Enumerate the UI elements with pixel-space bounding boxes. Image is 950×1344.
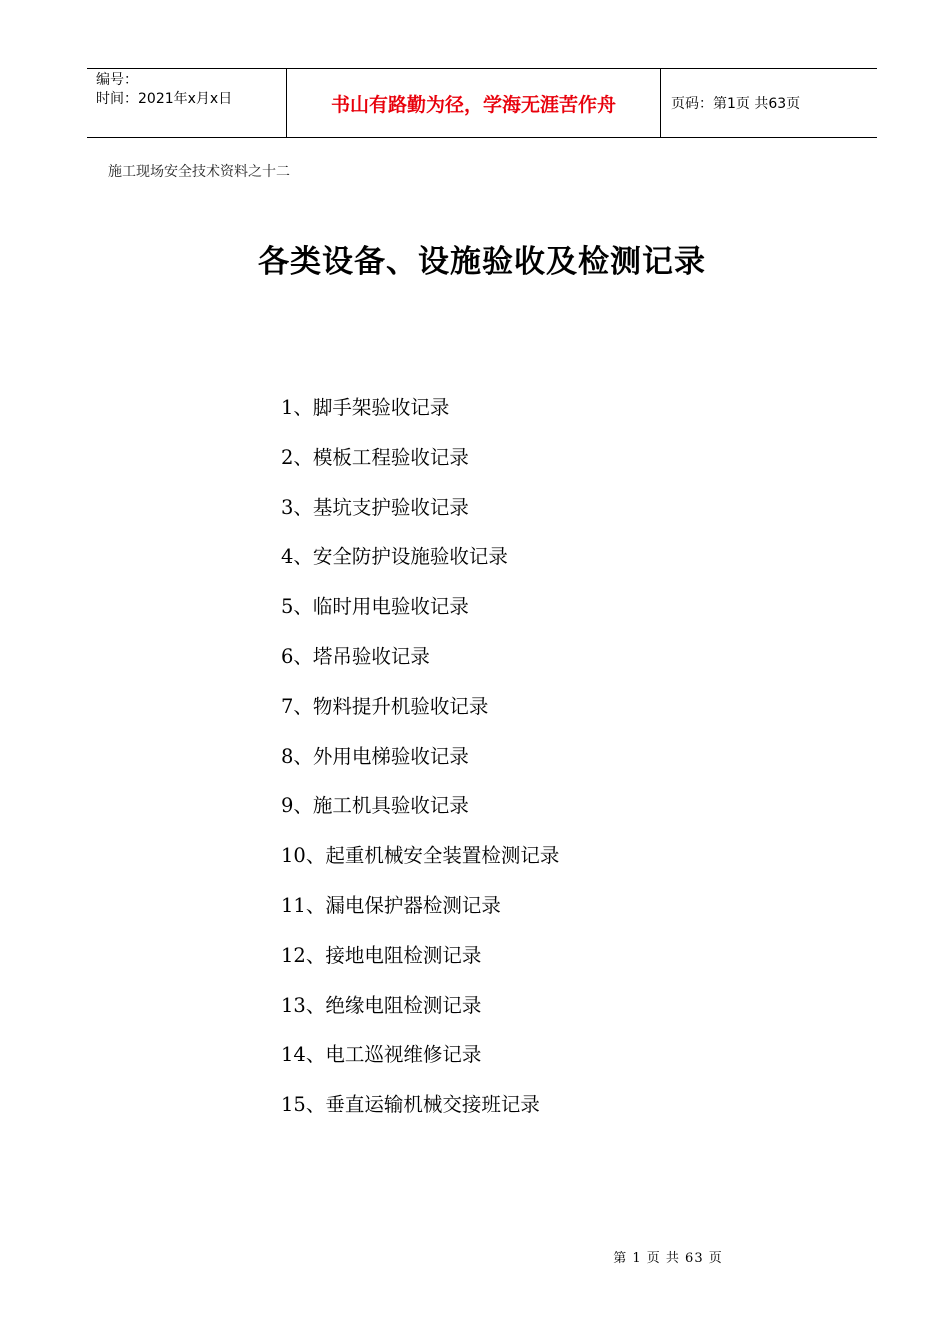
page-title: 各类设备、设施验收及检测记录 (258, 244, 706, 280)
toc-item: 14、电工巡视维修记录 (281, 1043, 482, 1067)
number-label: 编号： (96, 72, 138, 88)
toc-item: 2、模板工程验收记录 (281, 445, 469, 469)
time-label: 时间：2021年x月x日 (96, 91, 233, 107)
table-of-contents (281, 392, 559, 1139)
document-header (87, 68, 877, 138)
header-meta (87, 69, 287, 137)
toc-item: 9、施工机具验收记录 (281, 794, 469, 818)
toc-item: 5、临时用电验收记录 (281, 595, 469, 619)
toc-item: 15、垂直运输机械交接班记录 (281, 1093, 540, 1117)
document-subtitle: 施工现场安全技术资料之十二 (108, 164, 290, 180)
toc-item: 11、漏电保护器检测记录 (281, 893, 501, 917)
toc-item: 10、起重机械安全装置检测记录 (281, 844, 560, 868)
toc-item: 12、接地电阻检测记录 (281, 943, 482, 967)
toc-item: 4、安全防护设施验收记录 (281, 545, 508, 569)
header-page-info: 页码：第1页 共63页 (671, 96, 801, 112)
footer-page-number: 第 1 页 共 63 页 (613, 1251, 723, 1266)
toc-item: 6、塔吊验收记录 (281, 644, 430, 668)
toc-item: 13、绝缘电阻检测记录 (281, 993, 482, 1017)
toc-item: 8、外用电梯验收记录 (281, 744, 469, 768)
toc-item: 1、脚手架验收记录 (281, 396, 450, 419)
header-motto: 书山有路勤为径，学海无涯苦作舟 (287, 69, 661, 137)
page-footer (0, 1247, 950, 1266)
toc-item: 3、基坑支护验收记录 (281, 495, 469, 519)
toc-item: 7、物料提升机验收记录 (281, 694, 489, 718)
